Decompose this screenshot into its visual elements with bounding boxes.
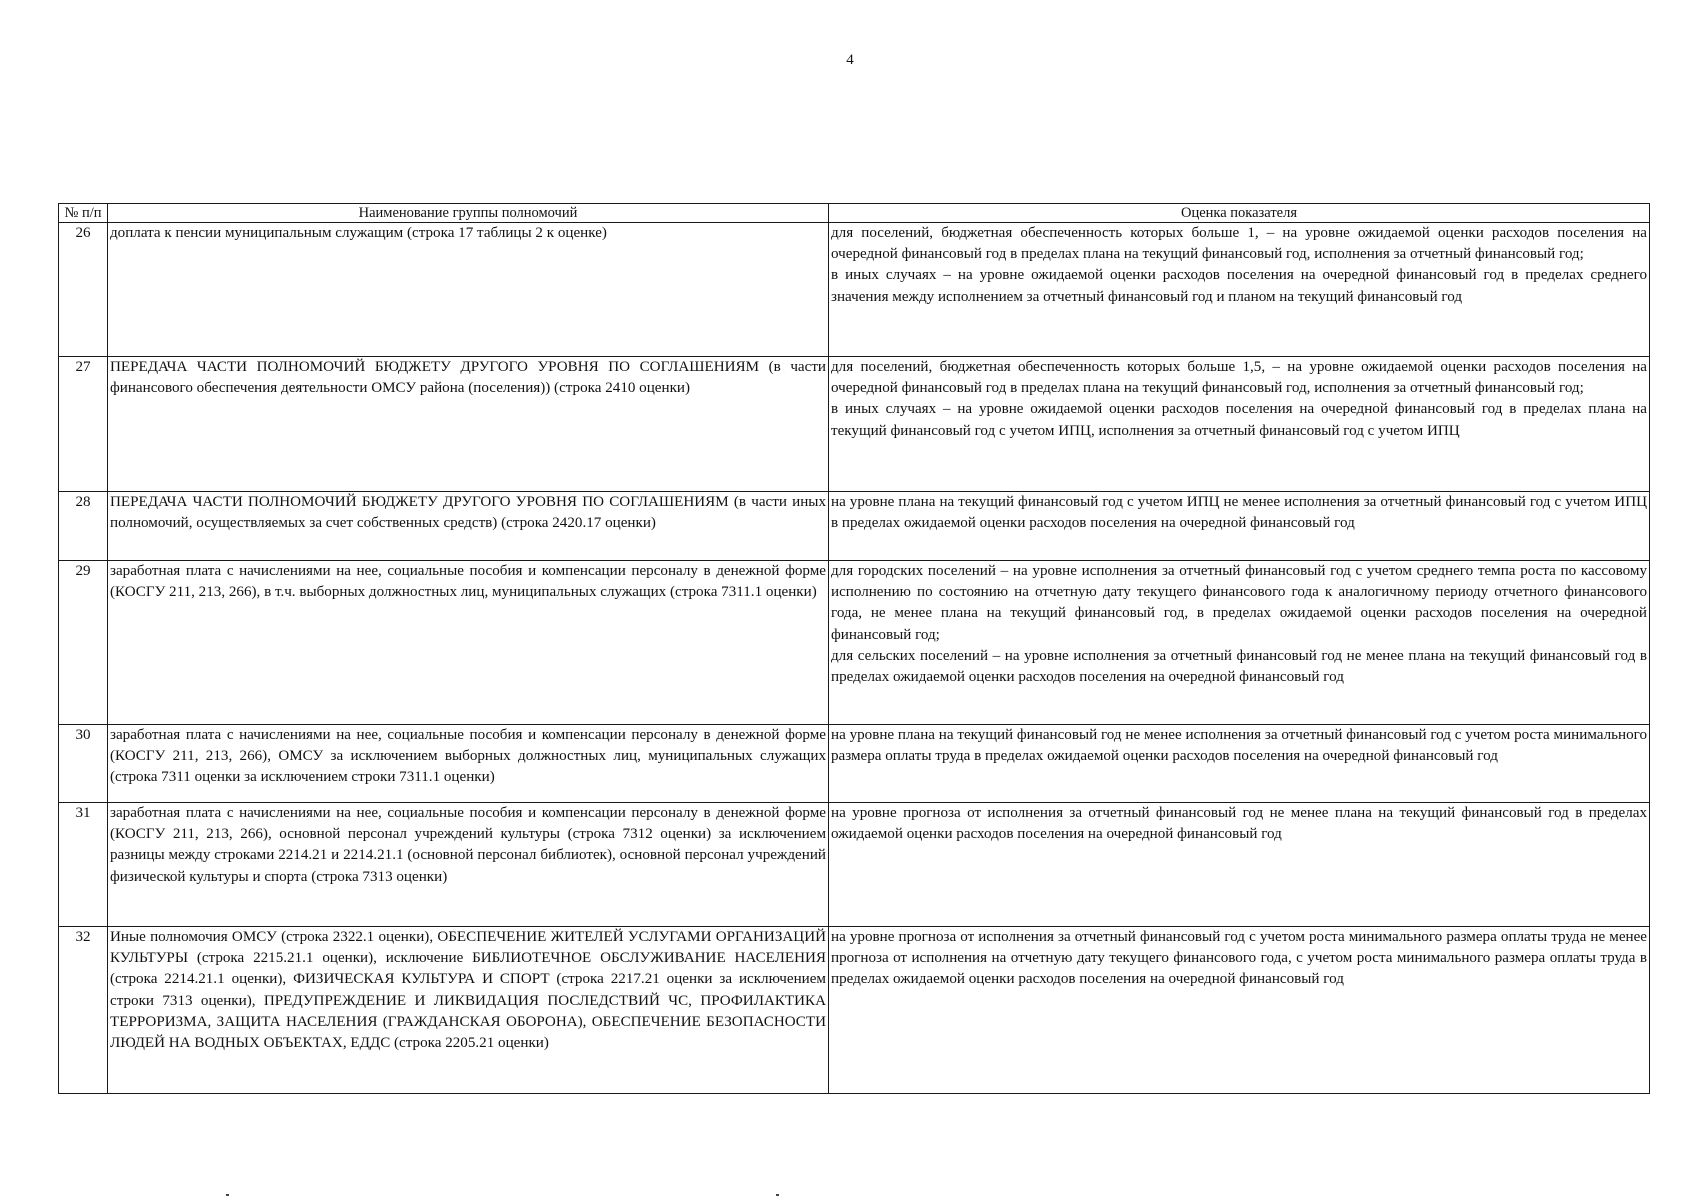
- row-number: 27: [59, 357, 108, 492]
- evaluation-paragraph: для сельских поселений – на уровне исполнения за отчетный финансовый год не менее плана на текущий финансовый год в пределах ожидаемой оценки расходов поселения на очередной финансовый год: [831, 647, 1647, 686]
- table-row: [59, 223, 1650, 357]
- row-number: 30: [59, 725, 108, 803]
- table-row: [59, 492, 1650, 561]
- indicator-evaluation: [829, 561, 1650, 725]
- table-row: [59, 357, 1650, 492]
- row-number: 29: [59, 561, 108, 725]
- table-row: [59, 927, 1650, 1094]
- header-number: № п/п: [59, 204, 108, 223]
- budget-powers-table: [58, 203, 1650, 1094]
- indicator-evaluation: [829, 803, 1650, 927]
- scan-speck: [226, 1194, 229, 1196]
- table-row: [59, 561, 1650, 725]
- indicator-evaluation: [829, 357, 1650, 492]
- indicator-evaluation: [829, 492, 1650, 561]
- scan-speck: [776, 1194, 779, 1196]
- header-indicator-evaluation: Оценка показателя: [829, 204, 1650, 223]
- evaluation-paragraph: на уровне плана на текущий финансовый год не менее исполнения за отчетный финансовый год с учетом роста минимального размера оплаты труда в пределах ожидаемой оценки расходов поселения на очередной финансовый год: [831, 727, 1647, 765]
- evaluation-paragraph: на уровне прогноза от исполнения за отчетный финансовый год не менее плана на текущий финансовый год в пределах ожидаемой оценки расходов поселения на очередной финансовый год: [831, 805, 1647, 843]
- indicator-evaluation: [829, 223, 1650, 357]
- indicator-evaluation: [829, 927, 1650, 1094]
- evaluation-paragraph: в иных случаях – на уровне ожидаемой оценки расходов поселения на очередной финансовый год в пределах среднего значения между исполнением за отчетный финансовый год и планом на текущий финансовый год: [831, 267, 1647, 305]
- table-header-row: [59, 204, 1650, 223]
- evaluation-paragraph: для городских поселений – на уровне исполнения за отчетный финансовый год с учетом среднего темпа роста по кассовому исполнению по состоянию на отчетную дату текущего финансового года к аналогичному периоду отчетного финансового года, не менее плана на текущий финансовый год, в пределах ожидаемой оценки расходов поселения на очередной финансовый год;: [831, 563, 1647, 643]
- table-row: [59, 725, 1650, 803]
- indicator-evaluation: [829, 725, 1650, 803]
- evaluation-paragraph: для поселений, бюджетная обеспеченность которых больше 1,5, – на уровне ожидаемой оценки расходов поселения на очередной финансовый год в пределах плана на текущий финансовый год, исполнения за отчетный финансовый год;: [831, 359, 1647, 397]
- power-group-name: заработная плата с начислениями на нее, социальные пособия и компенсации персоналу в денежной форме (КОСГУ 211, 213, 266), в т.ч. выборных должностных лиц, муниципальных служащих (строка 7311.1 оценки): [108, 561, 829, 725]
- power-group-name: ПЕРЕДАЧА ЧАСТИ ПОЛНОМОЧИЙ БЮДЖЕТУ ДРУГОГО УРОВНЯ ПО СОГЛАШЕНИЯМ (в части финансового обеспечения деятельности ОМСУ района (поселения)) (строка 2410 оценки): [108, 357, 829, 492]
- evaluation-paragraph: для поселений, бюджетная обеспеченность которых больше 1, – на уровне ожидаемой оценки расходов поселения на очередной финансовый год в пределах плана на текущий финансовый год, исполнения за отчетный финансовый год;: [831, 225, 1647, 263]
- power-group-name: доплата к пенсии муниципальным служащим (строка 17 таблицы 2 к оценке): [108, 223, 829, 357]
- header-power-group-name: Наименование группы полномочий: [108, 204, 829, 223]
- row-number: 31: [59, 803, 108, 927]
- evaluation-paragraph: на уровне плана на текущий финансовый год с учетом ИПЦ не менее исполнения за отчетный финансовый год с учетом ИПЦ в пределах ожидаемой оценки расходов поселения на очередной финансовый год: [831, 494, 1647, 532]
- table-row: [59, 803, 1650, 927]
- power-group-name: ПЕРЕДАЧА ЧАСТИ ПОЛНОМОЧИЙ БЮДЖЕТУ ДРУГОГО УРОВНЯ ПО СОГЛАШЕНИЯМ (в части иных полномочий, осуществляемых за счет собственных средств) (строка 2420.17 оценки): [108, 492, 829, 561]
- evaluation-paragraph: в иных случаях – на уровне ожидаемой оценки расходов поселения на очередной финансовый год в пределах плана на текущий финансовый год с учетом ИПЦ, исполнения за отчетный финансовый год с учетом ИПЦ: [831, 401, 1647, 439]
- power-group-name: заработная плата с начислениями на нее, социальные пособия и компенсации персоналу в денежной форме (КОСГУ 211, 213, 266), ОМСУ за исключением выборных должностных лиц, муниципальных служащих (строка 7311 оценки за исключением строки 7311.1 оценки): [108, 725, 829, 803]
- row-number: 26: [59, 223, 108, 357]
- row-number: 28: [59, 492, 108, 561]
- power-group-name: заработная плата с начислениями на нее, социальные пособия и компенсации персоналу в денежной форме (КОСГУ 211, 213, 266), основной персонал учреждений культуры (строка 7312 оценки) за исключением разницы между строками 2214.21 и 2214.21.1 (основной персонал библиотек), основной персонал учреждений физической культуры и спорта (строка 7313 оценки): [108, 803, 829, 927]
- power-group-name: Иные полномочия ОМСУ (строка 2322.1 оценки), ОБЕСПЕЧЕНИЕ ЖИТЕЛЕЙ УСЛУГАМИ ОРГАНИЗАЦИЙ КУЛЬТУРЫ (строка 2215.21.1 оценки), исключение БИБЛИОТЕЧНОЕ ОБСЛУЖИВАНИЕ НАСЕЛЕНИЯ (строка 2214.21.1 оценки), ФИЗИЧЕСКАЯ КУЛЬТУРА И СПОРТ (строка 2217.21 оценки за исключением строки 7313 оценки), ПРЕДУПРЕЖДЕНИЕ И ЛИКВИДАЦИЯ ПОСЛЕДСТВИЙ ЧС, ПРОФИЛАКТИКА ТЕРРОРИЗМА, ЗАЩИТА НАСЕЛЕНИЯ (ГРАЖДАНСКАЯ ОБОРОНА), ОБЕСПЕЧЕНИЕ БЕЗОПАСНОСТИ ЛЮДЕЙ НА ВОДНЫХ ОБЪЕКТАХ, ЕДДС (строка 2205.21 оценки): [108, 927, 829, 1094]
- page-number: 4: [846, 52, 854, 68]
- row-number: 32: [59, 927, 108, 1094]
- evaluation-paragraph: на уровне прогноза от исполнения за отчетный финансовый год с учетом роста минимального размера оплаты труда не менее прогноза от исполнения на отчетную дату текущего финансового года, с учетом роста минимального размера оплаты труда в пределах ожидаемой оценки расходов поселения на очередной финансовый год: [831, 929, 1647, 988]
